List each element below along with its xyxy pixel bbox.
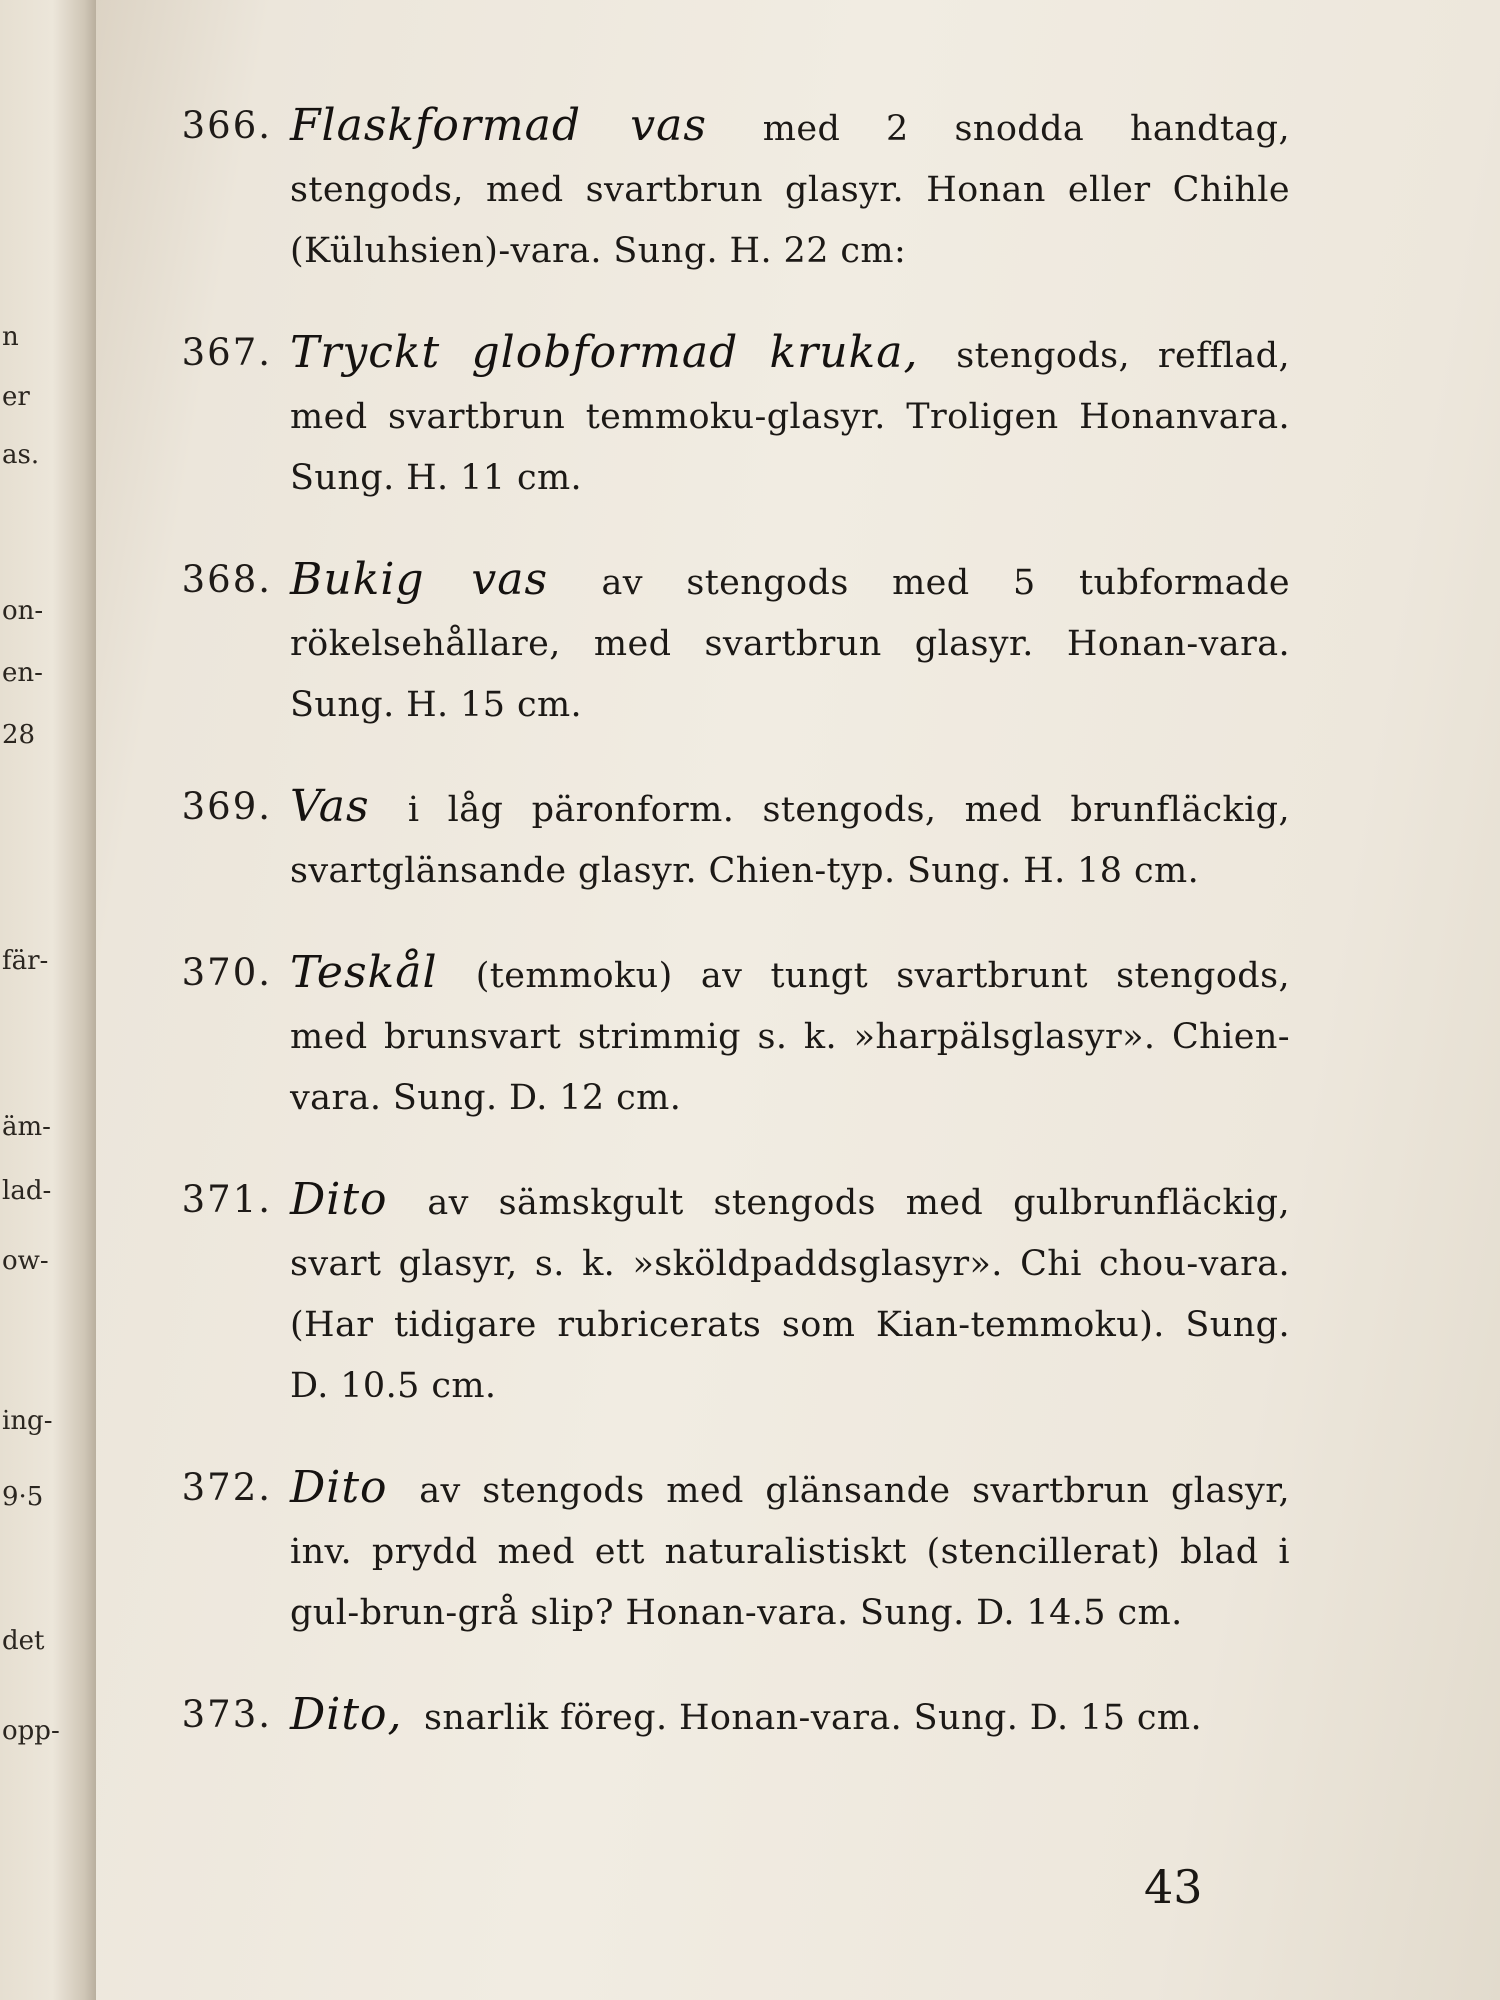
margin-fragment: 9·5: [2, 1482, 44, 1512]
margin-fragment: er: [2, 382, 30, 412]
entry-title: Teskål: [290, 947, 438, 998]
margin-fragment: fär-: [2, 946, 49, 976]
catalog-page: [96, 0, 1500, 2000]
entry-body: [290, 942, 1290, 1129]
entry-title: Tryckt globformad kruka,: [290, 327, 919, 378]
entry-number: 371.: [181, 1178, 272, 1221]
catalog-entry: [181, 95, 1290, 282]
margin-fragment: lad-: [2, 1176, 52, 1206]
entry-text: (temmoku) av tungt svartbrunt stengods, med brunsvart strimmig s. k. »harpälsglasyr». Chien-vara. Sung. D. 12 cm.: [290, 956, 1290, 1118]
entry-text: snarlik föreg. Honan-vara. Sung. D. 15 cm.: [424, 1698, 1203, 1738]
entry-title: Flaskformad vas: [290, 100, 707, 151]
margin-fragment: as.: [2, 440, 40, 470]
entry-body: [290, 549, 1290, 736]
entry-text: stengods, refflad, med svartbrun temmoku-glasyr. Troligen Honanvara. Sung. H. 11 cm.: [290, 336, 1290, 498]
entry-text: av sämskgult stengods med gulbrunfläckig, svart glasyr, s. k. »sköldpaddsglasyr». Chi chou-vara. (Har tidigare rubricerats som Kian-temmoku). Sung. D. 10.5 cm.: [290, 1183, 1290, 1406]
entry-number: 373.: [181, 1693, 272, 1736]
entry-title: Vas: [290, 781, 370, 832]
entry-number: 367.: [181, 331, 272, 374]
catalog-entry: [181, 776, 1290, 902]
catalog-entry: [181, 942, 1290, 1129]
entry-title: Dito: [290, 1462, 388, 1513]
entry-body: [290, 1684, 1290, 1749]
margin-fragment: on-: [2, 596, 44, 626]
previous-page-edge: [0, 0, 96, 2000]
entry-text: av stengods med glänsande svartbrun glasyr, inv. prydd med ett naturalistiskt (stencillerat) blad i gul-brun-grå slip? Honan-vara. Sung. D. 14.5 cm.: [290, 1471, 1291, 1633]
entry-text: med 2 snodda handtag, stengods, med svartbrun glasyr. Honan eller Chihle (Küluhsien)-vara. Sung. H. 22 cm:: [290, 109, 1290, 271]
entry-number: 372.: [181, 1466, 272, 1509]
catalog-entry: [181, 1169, 1290, 1417]
catalog-entry: [181, 1684, 1290, 1749]
entry-title: Bukig vas: [290, 554, 549, 605]
entry-number: 369.: [181, 785, 272, 828]
entry-text: av stengods med 5 tubformade rökelsehållare, med svartbrun glasyr. Honan-vara. Sung. H. 15 cm.: [290, 563, 1290, 725]
catalog-entry: [181, 322, 1290, 509]
entry-title: Dito,: [290, 1689, 403, 1740]
entry-number: 366.: [181, 104, 272, 147]
catalog-entry: [181, 1457, 1291, 1644]
margin-fragment: det: [2, 1626, 45, 1656]
margin-fragment: 28: [2, 720, 36, 750]
entry-body: [290, 95, 1290, 282]
entry-body: [290, 1457, 1290, 1644]
margin-fragment: ow-: [2, 1246, 49, 1276]
entry-text: i låg päronform. stengods, med brunfläckig, svartglänsande glasyr. Chien-typ. Sung. H. 18 cm.: [290, 790, 1290, 891]
page-number: 43: [1144, 1860, 1203, 1914]
entry-title: Dito: [290, 1174, 388, 1225]
margin-fragment: n: [2, 322, 19, 352]
entry-number: 368.: [181, 558, 272, 601]
entry-body: [290, 1169, 1290, 1417]
margin-fragment: en-: [2, 658, 43, 688]
margin-fragment: opp-: [2, 1716, 60, 1746]
entry-number: 370.: [181, 951, 272, 994]
catalog-entry: [181, 549, 1290, 736]
catalog-entries: [96, 95, 1500, 1789]
margin-fragment: äm-: [2, 1112, 51, 1142]
entry-body: [290, 776, 1290, 902]
entry-body: [290, 322, 1290, 509]
margin-fragment: ing-: [2, 1406, 53, 1436]
